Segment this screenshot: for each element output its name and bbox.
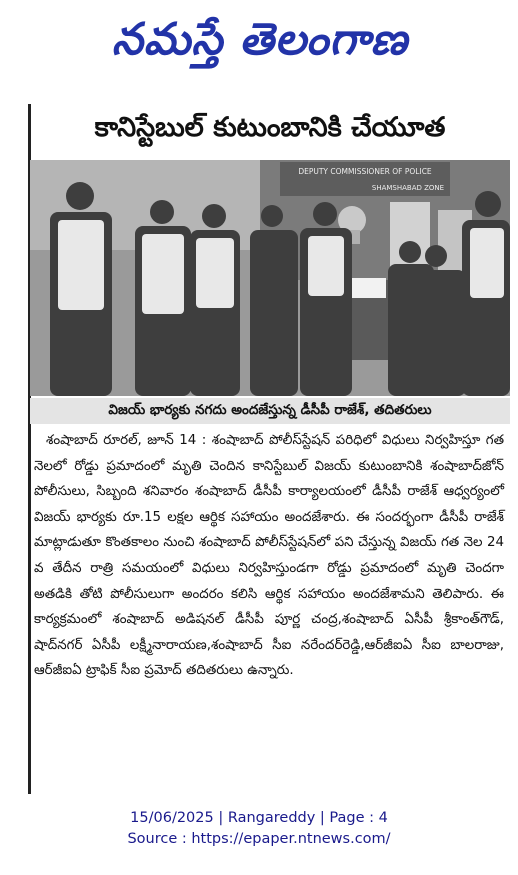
article-body xyxy=(34,428,504,794)
backdrop-text: DEPUTY COMMISSIONER OF POLICE xyxy=(298,167,432,176)
footer-date-edition: 15/06/2025 | Rangareddy | Page : 4 xyxy=(130,810,388,826)
article-headline: కానిస్టేబుల్ కుటుంబానికి చేయూత xyxy=(94,112,446,143)
news-photo xyxy=(30,160,510,396)
photo-caption: విజయ్ భార్యకు నగదు అందజేస్తున్న డీసీపీ రాజేశ్, తదితరులు xyxy=(30,398,510,424)
newspaper-masthead xyxy=(30,8,490,82)
news-photo-illustration xyxy=(30,160,510,396)
article-paragraph: శంషాబాద్ రూరల్, జూన్ 14 : శంషాబాద్ పోలీస్‌స్టేషన్ పరిధిలో విధులు నిర్వహిస్తూ గత నెలలో రోడ్డు ప్రమాదంలో మృతి చెందిన కానిస్టేబుల్ విజయ్ కుటుంబానికి శంషాబాద్‌జోన్ పోలీసులు, సిబ్బంది శనివారం శంషాబాద్ డీసీపీ కార్యాలయంలో డీసీపీ రాజేశ్ ఆధ్వర్యంలో విజయ్ భార్యకు రూ.15 లక్షల ఆర్థిక సహాయం అందజేశారు. ఈ సందర్భంగా డీసీపీ రాజేశ్ మాట్లాడుతూ కొంతకాలం నుంచి శంషాబాద్ పోలీస్‌స్టేషన్‌లో పని చేస్తున్న విజయ్ గత నెల 24 వ తేదీన రాత్రి సమయంలో విధులు నిర్వహిస్తుండగా రోడ్డు ప్రమాదంలో మృతి చెందగా అతడికి తోటి పోలీసులుగా అందరం కలిసి ఆర్థిక సహాయం అందజేశామని తెలిపారు. ఈ కార్యక్రమంలో శంషాబాద్ అడిషనల్ డీసీపీ పూర్ణ చంద్ర,శంషాబాద్ ఏసీపీ శ్రీకాంత్‌గౌడ్, షాద్‌నగర్ ఏసీపీ లక్ష్మీనారాయణ,శంషాబాద్ సీఐ నరేందర్‌రెడ్డి,ఆర్‌జీఐఏ సీఐ బాలరాజు, ఆర్‌జీఐఏ ట్రాఫిక్ సీఐ ప్రమోద్ తదితరులు ఉన్నారు. xyxy=(34,433,504,679)
clipping-footer xyxy=(0,808,518,850)
footer-source: Source : https://epaper.ntnews.com/ xyxy=(127,831,391,847)
masthead-title: నమస్తే తెలంగాణ xyxy=(111,14,409,65)
zone-text: SHAMSHABAD ZONE xyxy=(371,184,445,192)
